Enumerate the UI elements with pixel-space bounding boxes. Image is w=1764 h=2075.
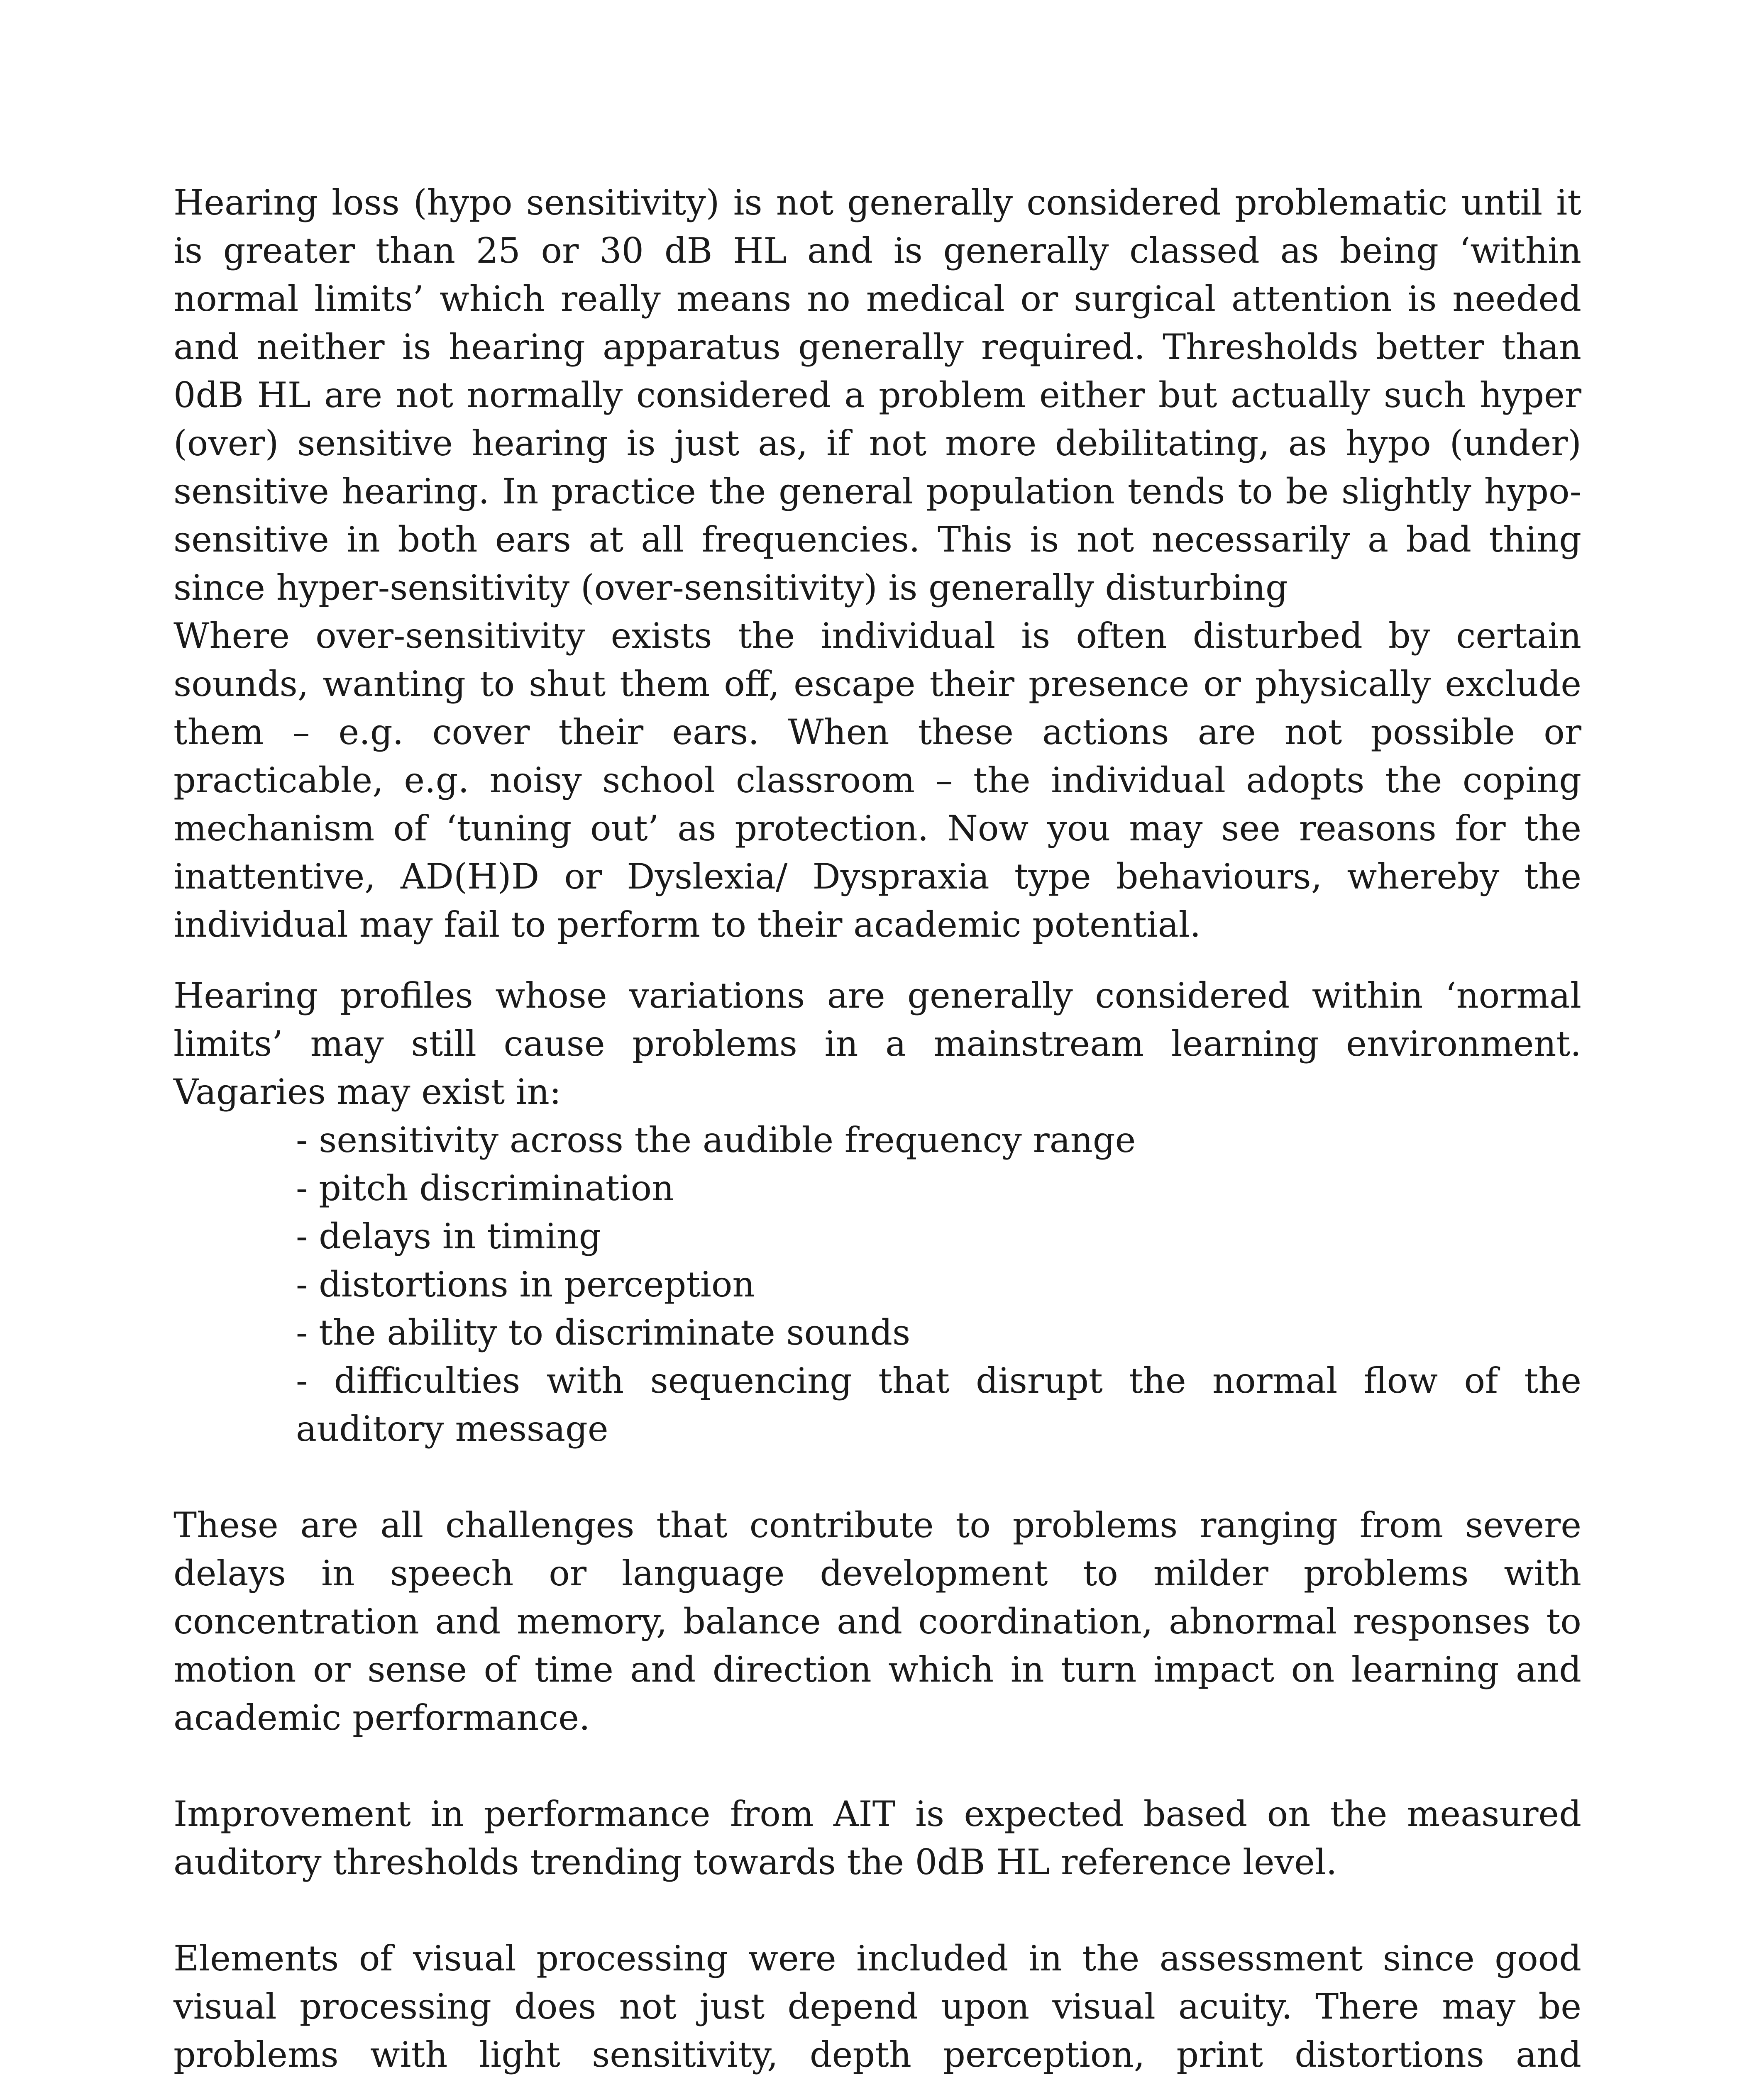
- paragraph-ait-improvement: Improvement in performance from AIT is expected based on the measured auditory thresholds trending towards the 0dB HL reference level.: [173, 1794, 1581, 1882]
- paragraph-hearing-profiles: Hearing profiles whose variations are generally considered within ‘normal limits’ may still cause problems in a mainstream learning environment. Vagaries may exist in:: [173, 975, 1581, 1112]
- list-item: - pitch discrimination: [296, 1168, 674, 1208]
- list-item: - delays in timing: [296, 1216, 601, 1257]
- paragraph-challenges: These are all challenges that contribute to problems ranging from severe delays in speech or language development to milder problems with concentration and memory, balance and coordination, abnormal responses to motion or sense of time and direction which in turn impact on learning and academic performance.: [173, 1505, 1581, 1738]
- list-item: - the ability to discriminate sounds: [296, 1312, 911, 1353]
- paragraph-visual-processing: Elements of visual processing were included in the assessment since good visual processing does not just depend upon visual acuity. There may be problems with light sensitivity, depth perception, print distortions and: [173, 1938, 1581, 2075]
- paragraph-hearing-loss: Hearing loss (hypo sensitivity) is not generally considered problematic until it is greater than 25 or 30 dB HL and is generally classed as being ‘within normal limits’ which really means no medical or surgical attention is needed and neither is hearing apparatus generally required. Thresholds better than 0dB HL are not normally considered a problem either but actually such hyper (over) sensitive hearing is just as, if not more debilitating, as hypo (under) sensitive hearing. In practice the general population tends to be slightly hypo-sensitive in both ears at all frequencies. This is not necessarily a bad thing since hyper-sensitivity (over-sensitivity) is generally disturbing: [173, 182, 1581, 608]
- vagaries-list: [173, 1116, 1581, 1453]
- body-text: [173, 178, 1581, 2075]
- list-item: - distortions in perception: [296, 1264, 755, 1305]
- list-item: - difficulties with sequencing that disrupt the normal flow of the auditory message: [296, 1360, 1581, 1449]
- list-item: - sensitivity across the audible frequency range: [296, 1120, 1136, 1160]
- paragraph-over-sensitivity: Where over-sensitivity exists the individual is often disturbed by certain sounds, wanting to shut them off, escape their presence or physically exclude them – e.g. cover their ears. When these actions are not possible or practicable, e.g. noisy school classroom – the individual adopts the coping mechanism of ‘tuning out’ as protection. Now you may see reasons for the inattentive, AD(H)D or Dyslexia/ Dyspraxia type behaviours, whereby the individual may fail to perform to their academic potential.: [173, 615, 1581, 945]
